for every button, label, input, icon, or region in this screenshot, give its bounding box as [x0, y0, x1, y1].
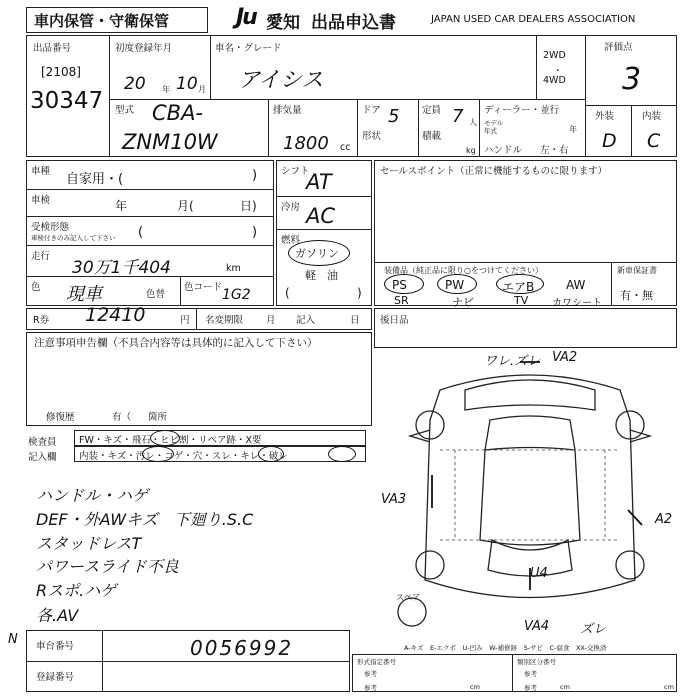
lot-number: 30347 [30, 88, 104, 114]
fuel-gas: ガソリン [295, 247, 339, 260]
inspection-line2: 内装・キズ・汚レ・コゲ・穴・スレ・キレ・破レ [79, 451, 288, 462]
spare-label: スペア [396, 593, 420, 602]
grade-label: 評価点 [604, 42, 633, 53]
diagram-note-4: A2 [655, 512, 673, 527]
remark-6: 各.AV [36, 606, 79, 625]
doors-label: ドア [362, 105, 381, 116]
diagram-note-7: ズレ [580, 622, 607, 637]
aircon-label: 冷房 [281, 202, 301, 213]
interior-label: 内装 [642, 111, 662, 122]
stain-circle [142, 446, 174, 462]
lot-sub-number: [2108] [41, 65, 81, 79]
color-code-label: 色コード [184, 282, 223, 293]
load-label: 積載 [422, 131, 442, 142]
new-warranty-label: 新車保証書 [617, 266, 657, 275]
exterior-label: 外装 [595, 111, 615, 122]
drive-2wd: 2WD [543, 50, 566, 61]
storage-label: 車内保管・守衛保管 [34, 12, 170, 30]
remark-1: ハンドル・ハゲ [36, 486, 149, 505]
name-change-label: 名変期限 [205, 315, 244, 326]
lot-number-label: 出品番号 [33, 43, 72, 54]
exterior-grade: D [602, 130, 617, 152]
equip-ps: PS [392, 278, 407, 292]
equip-aw: AW [566, 278, 586, 292]
interior-grade: C [647, 130, 661, 152]
color-value: 現車 [66, 284, 102, 305]
model-code-2: ZNM10W [122, 130, 218, 154]
remark-4: パワースライド不良 [36, 557, 179, 576]
registration-number-label: 登録番号 [36, 672, 75, 683]
post-items-label: 後日品 [380, 315, 409, 326]
car-damage-diagram [380, 350, 680, 640]
form-title: 出品申込書 [311, 13, 396, 33]
diagram-note-1: ワレ.ズレ [484, 354, 541, 369]
repair-label: 修復歴 [46, 412, 75, 423]
usage-value: 自家用・( [66, 172, 124, 187]
equip-ps-circle [384, 274, 424, 294]
capacity-value: 7 [452, 106, 464, 127]
shape-label: 形状 [362, 131, 382, 142]
equip-airbag-circle [496, 274, 544, 294]
form-designation-frame [352, 654, 677, 692]
color-code: 1G2 [222, 287, 251, 303]
model-code-1: CBA- [152, 101, 204, 125]
selling-points-label: セールスポイント（正常に機能するものに限ります） [380, 166, 608, 177]
category-label: 類別区分番号 [517, 658, 556, 666]
handle-label: ハンドル [484, 145, 523, 156]
displacement-label: 排気量 [273, 105, 302, 116]
shift-label: シフト [281, 166, 310, 177]
entry-label: 記入欄 [28, 452, 57, 463]
grade-value: 3 [622, 62, 642, 97]
prefecture-name: 愛知 [266, 13, 300, 33]
association-name: JAPAN USED CAR DEALERS ASSOCIATION [431, 14, 636, 25]
model-code-label: 型式 [115, 105, 135, 116]
margin-mark: N [8, 632, 18, 647]
scratch-circle [150, 430, 180, 446]
diagram-note-3: VA3 [381, 492, 407, 507]
color-label: 色 [31, 282, 41, 293]
capacity-label: 定員 [422, 105, 442, 116]
ticket-amount: 12410 [85, 304, 146, 326]
mileage-label: 走行 [31, 251, 51, 262]
drive-4wd: 4WD [543, 75, 566, 86]
first-registration-label: 初度登録年月 [115, 43, 173, 54]
chassis-label: 車台番号 [36, 641, 75, 652]
chassis-number: 0056992 [190, 636, 294, 660]
tear-circle [328, 446, 356, 462]
damage-legend: A-キズ E-エクボ U-凹み W-補修跡 S-サビ C-腐食 XX-交換済 [404, 644, 607, 652]
shift-value: AT [306, 170, 332, 194]
fuel-diesel: 軽 油 [305, 269, 338, 282]
post-items-frame [374, 308, 677, 348]
fuel-label: 燃料 [281, 235, 301, 246]
equip-tv: TV [514, 294, 529, 307]
acceptance-label: 受検形態 [31, 222, 70, 233]
inspection-line1: FW・キズ・飛石・ヒビ割・リペア跡・X要 [79, 435, 262, 446]
notes-header: 注意事項申告欄（不具合内容等は具体的に記入して下さい） [34, 337, 318, 349]
model-name: アイシス [238, 68, 324, 93]
remark-5: Rスポ.ハゲ [36, 581, 117, 600]
remark-3: スタッドレスT [36, 534, 142, 553]
scuff-circle [258, 446, 284, 462]
handle-options: 左・右 [540, 145, 569, 156]
ticket-label: R券 [33, 315, 50, 326]
usage-label: 車種 [31, 166, 51, 177]
registration-month: 10 [176, 74, 198, 94]
equip-navi: ナビ [452, 296, 474, 309]
price-frame [26, 308, 372, 330]
warranty-options: 有・無 [620, 289, 653, 302]
diagram-note-2: VA2 [552, 350, 578, 365]
repair-value: 有（ [112, 412, 132, 423]
ju-logo: Ju [236, 5, 256, 30]
inspection-label: 車検 [31, 195, 51, 206]
aircon-value: AC [306, 204, 336, 228]
equip-pw: PW [445, 278, 465, 292]
equip-pw-circle [437, 274, 477, 294]
dealer-label: ディーラー・並行 [484, 105, 560, 116]
diagram-note-6: VA4 [524, 619, 550, 634]
equip-airbag: エアB [502, 280, 535, 294]
equip-sr: SR [394, 294, 409, 307]
model-name-label: 車名・グレード [215, 43, 282, 54]
remark-2: DEF・外AWキズ 下廻り.S.C [36, 510, 254, 529]
form-designation-label: 形式指定番号 [357, 658, 396, 666]
inspector-label: 検査員 [28, 437, 57, 448]
diagram-note-5: U4 [530, 566, 548, 581]
equip-leather-seat: カワシート [552, 298, 602, 309]
mileage-value: 30万1千404 [72, 258, 171, 278]
repaint-label: 色替 [146, 289, 166, 300]
displacement: 1800 [283, 133, 329, 154]
equipment-label: 装備品（純正品に限り○をつけてください） [384, 266, 543, 275]
registration-year: 20 [124, 74, 146, 94]
doors-value: 5 [388, 106, 400, 127]
